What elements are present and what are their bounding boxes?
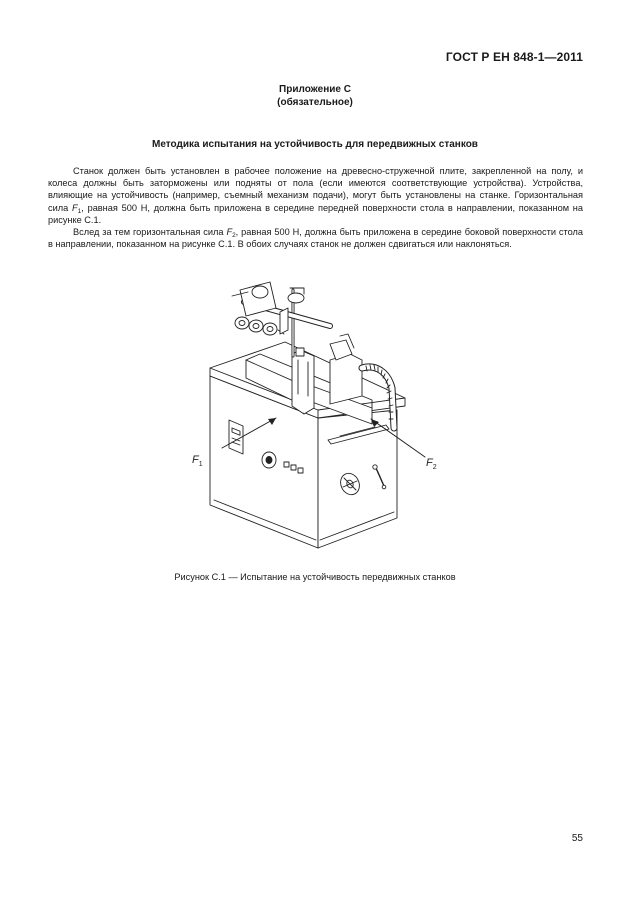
figure-caption: Рисунок С.1 — Испытание на устойчивость передвижных станков bbox=[174, 572, 456, 582]
annex-status: (обязательное) bbox=[277, 97, 353, 108]
machine-figure bbox=[180, 268, 450, 568]
annex-title: Приложение С bbox=[279, 84, 351, 95]
paragraph-1: Станок должен быть установлен в рабочее положение на древесно-стружечной плите, закрепленной на полу, и колеса должны быть заторможены или подняты от пола (если имеются соответствующие устройства). Устройства, влияющие на устойчивость (например, съемный механизм подачи), могут быть установлены на станке. Горизонтальная сила $F_1$, равная 500 Н, должна быть приложена в середине передней поверхности стола в направлении, показанном на рисунке С.1. bbox=[48, 166, 583, 225]
label-f1: $F_1$ bbox=[192, 454, 203, 468]
label-f2: $F_2$ bbox=[426, 457, 437, 471]
body-text bbox=[48, 165, 583, 250]
page-number: 55 bbox=[571, 833, 583, 844]
power-feeder bbox=[232, 282, 354, 360]
standard-id: ГОСТ Р ЕН 848-1—2011 bbox=[445, 50, 583, 64]
paragraph-2: Вслед за тем горизонтальная сила $F_2$, равная 500 Н, должна быть приложена в середине боковой поверхности стола в направлении, показанном на рисунке С.1. В обоих случаях станок не должен сдвигаться или наклоняться. bbox=[48, 227, 583, 250]
section-title: Методика испытания на устойчивость для передвижных станков bbox=[152, 139, 478, 150]
